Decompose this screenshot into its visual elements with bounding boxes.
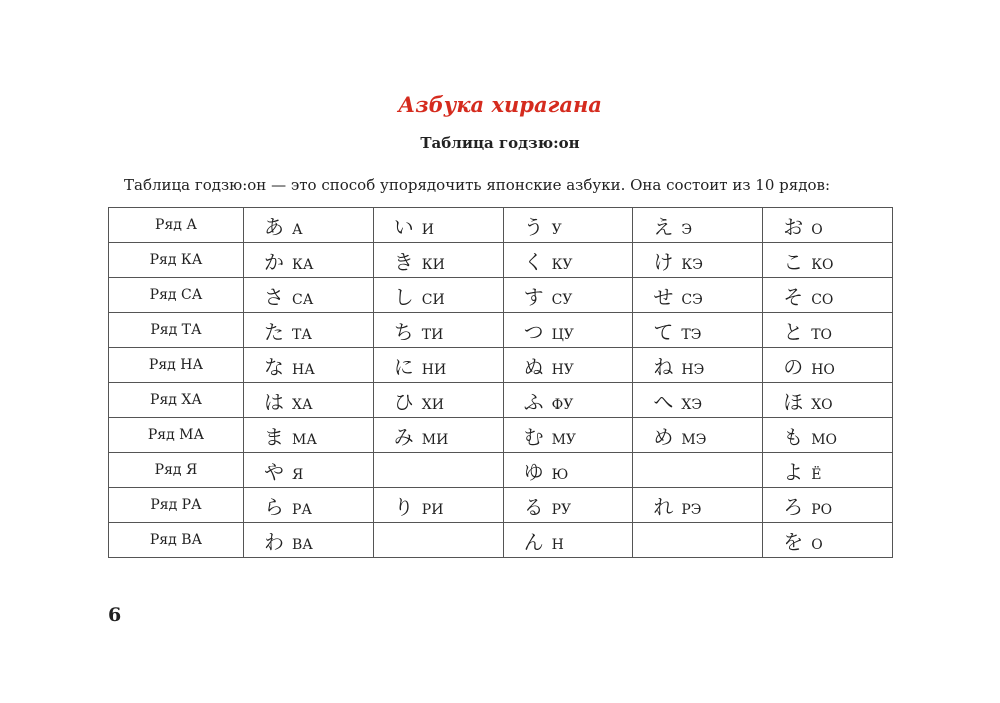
kana-character: ち: [393, 319, 414, 344]
kana-reading: НЭ: [681, 361, 705, 378]
kana-reading: Я: [292, 466, 304, 483]
kana-cell: [244, 348, 374, 383]
kana-reading: КУ: [551, 256, 573, 273]
kana-reading: РЭ: [681, 501, 702, 518]
kana-cell: [244, 523, 374, 558]
kana-cell: [503, 348, 633, 383]
kana-cell: [373, 348, 503, 383]
kana-cell: [244, 453, 374, 488]
kana-character: え: [653, 214, 674, 239]
gojuon-table: [108, 207, 893, 558]
kana-cell: [244, 278, 374, 313]
kana-cell: [503, 208, 633, 243]
kana-reading: И: [421, 221, 435, 238]
kana-character: ま: [264, 424, 284, 449]
kana-reading: ХЭ: [681, 396, 703, 413]
kana-cell: [503, 383, 633, 418]
kana-cell: [373, 313, 503, 348]
kana-reading: МИ: [421, 431, 449, 448]
kana-reading: ТЭ: [681, 326, 702, 343]
row-label: Ряд РА: [109, 488, 244, 523]
kana-character: は: [264, 389, 284, 414]
kana-reading: НУ: [551, 361, 574, 378]
kana-cell: [503, 523, 633, 558]
kana-character: ひ: [393, 389, 414, 414]
row-label: Ряд МА: [109, 418, 244, 453]
kana-reading: ХО: [811, 396, 833, 413]
kana-character: つ: [523, 319, 544, 344]
kana-reading: ТО: [811, 326, 833, 343]
kana-character: む: [523, 424, 544, 449]
kana-reading: СО: [811, 291, 834, 308]
kana-character: や: [264, 459, 284, 484]
kana-character: き: [393, 249, 414, 274]
kana-character: せ: [653, 284, 674, 309]
kana-reading: ЦУ: [551, 326, 574, 343]
kana-cell: [633, 243, 763, 278]
row-label: Ряд СА: [109, 278, 244, 313]
kana-character: も: [783, 424, 804, 449]
kana-character: け: [653, 249, 674, 274]
row-label: Ряд НА: [109, 348, 244, 383]
kana-cell: [503, 243, 633, 278]
kana-cell: [633, 383, 763, 418]
kana-cell: [763, 523, 893, 558]
kana-character: ね: [653, 354, 674, 379]
kana-reading: НО: [811, 361, 835, 378]
table-row: [109, 383, 893, 418]
kana-cell: [633, 418, 763, 453]
kana-character: か: [264, 249, 284, 274]
kana-cell: [244, 208, 374, 243]
kana-character: す: [523, 284, 544, 309]
table-row: [109, 243, 893, 278]
kana-cell: [763, 348, 893, 383]
kana-character: ゆ: [523, 459, 544, 484]
kana-reading: РУ: [551, 501, 572, 518]
kana-reading: РИ: [421, 501, 444, 518]
kana-reading: ФУ: [551, 396, 574, 413]
kana-cell: [373, 278, 503, 313]
kana-reading: О: [811, 536, 823, 553]
kana-character: と: [783, 319, 804, 344]
gojuon-table-body: [109, 208, 893, 558]
kana-cell: [633, 348, 763, 383]
page-number: 6: [108, 604, 122, 626]
table-row: [109, 208, 893, 243]
kana-reading: КА: [292, 256, 314, 273]
row-label: Ряд Я: [109, 453, 244, 488]
table-row: [109, 418, 893, 453]
kana-character: あ: [264, 214, 284, 239]
kana-cell: [763, 278, 893, 313]
kana-reading: СЭ: [681, 291, 703, 308]
kana-cell: [633, 488, 763, 523]
row-label: Ряд ВА: [109, 523, 244, 558]
kana-character: い: [393, 214, 414, 239]
kana-cell: [633, 208, 763, 243]
row-label: Ряд ТА: [109, 313, 244, 348]
kana-cell: [373, 488, 503, 523]
kana-cell: [244, 488, 374, 523]
kana-cell: [244, 418, 374, 453]
table-row: [109, 488, 893, 523]
kana-character: し: [393, 284, 414, 309]
kana-character: を: [783, 529, 804, 554]
kana-character: の: [783, 354, 804, 379]
kana-reading: МУ: [551, 431, 577, 448]
table-row: [109, 453, 893, 488]
kana-reading: КО: [811, 256, 834, 273]
kana-reading: Н: [551, 536, 564, 553]
kana-cell: [763, 453, 893, 488]
kana-reading: ВА: [292, 536, 313, 553]
kana-reading: НА: [292, 361, 315, 378]
kana-cell: [633, 523, 763, 558]
kana-cell: [763, 313, 893, 348]
kana-cell: [763, 243, 893, 278]
kana-cell: [503, 418, 633, 453]
kana-cell: [373, 453, 503, 488]
kana-character: れ: [653, 494, 674, 519]
section-subtitle: Таблица годзю:он: [420, 134, 580, 152]
kana-reading: МА: [292, 431, 317, 448]
kana-cell: [373, 383, 503, 418]
kana-reading: КИ: [421, 256, 445, 273]
kana-reading: ТИ: [421, 326, 444, 343]
kana-cell: [633, 453, 763, 488]
kana-reading: ХИ: [421, 396, 444, 413]
table-row: [109, 278, 893, 313]
kana-character: ふ: [523, 389, 544, 414]
row-label: Ряд ХА: [109, 383, 244, 418]
kana-reading: РА: [292, 501, 313, 518]
kana-reading: Ю: [551, 466, 569, 483]
kana-character: う: [523, 214, 544, 239]
kana-character: く: [523, 249, 544, 274]
kana-character: ら: [264, 494, 284, 519]
kana-cell: [763, 488, 893, 523]
kana-cell: [763, 418, 893, 453]
row-label: Ряд КА: [109, 243, 244, 278]
table-row: [109, 523, 893, 558]
kana-reading: МЭ: [681, 431, 707, 448]
kana-reading: О: [811, 221, 823, 238]
kana-reading: МО: [811, 431, 837, 448]
kana-reading: Э: [681, 221, 693, 238]
kana-character: お: [783, 214, 804, 239]
kana-character: め: [653, 424, 674, 449]
kana-cell: [373, 208, 503, 243]
kana-character: り: [393, 494, 414, 519]
kana-character: た: [264, 319, 284, 344]
kana-character: に: [393, 354, 414, 379]
kana-character: る: [523, 494, 544, 519]
kana-character: ぬ: [523, 354, 544, 379]
table-row: [109, 313, 893, 348]
kana-character: さ: [264, 284, 284, 309]
kana-character: そ: [783, 284, 804, 309]
kana-cell: [244, 313, 374, 348]
kana-cell: [763, 383, 893, 418]
kana-cell: [373, 418, 503, 453]
kana-reading: РО: [811, 501, 833, 518]
table-row: [109, 348, 893, 383]
page-title: Азбука хирагана: [398, 92, 602, 117]
kana-reading: ТА: [292, 326, 312, 343]
kana-reading: У: [551, 221, 562, 238]
kana-reading: А: [292, 221, 303, 238]
kana-character: ろ: [783, 494, 804, 519]
kana-character: な: [264, 354, 284, 379]
intro-paragraph: Таблица годзю:он — это способ упорядочить японские азбуки. Она состоит из 10 рядов:: [124, 176, 830, 194]
kana-character: ほ: [783, 389, 804, 414]
kana-cell: [373, 523, 503, 558]
kana-reading: СИ: [421, 291, 445, 308]
kana-character: へ: [653, 389, 674, 414]
kana-cell: [633, 278, 763, 313]
kana-reading: КЭ: [681, 256, 703, 273]
kana-cell: [373, 243, 503, 278]
row-label: Ряд А: [109, 208, 244, 243]
kana-cell: [503, 453, 633, 488]
kana-cell: [503, 313, 633, 348]
kana-character: わ: [264, 529, 284, 554]
kana-cell: [763, 208, 893, 243]
kana-reading: ХА: [292, 396, 313, 413]
kana-cell: [633, 313, 763, 348]
kana-character: こ: [783, 249, 804, 274]
kana-cell: [503, 488, 633, 523]
kana-reading: НИ: [421, 361, 447, 378]
kana-reading: СА: [292, 291, 314, 308]
kana-cell: [244, 383, 374, 418]
kana-reading: Ё: [811, 466, 822, 483]
kana-cell: [244, 243, 374, 278]
kana-cell: [503, 278, 633, 313]
kana-character: て: [653, 319, 674, 344]
kana-character: よ: [783, 459, 804, 484]
kana-character: ん: [523, 529, 544, 554]
kana-reading: СУ: [551, 291, 573, 308]
kana-character: み: [393, 424, 414, 449]
